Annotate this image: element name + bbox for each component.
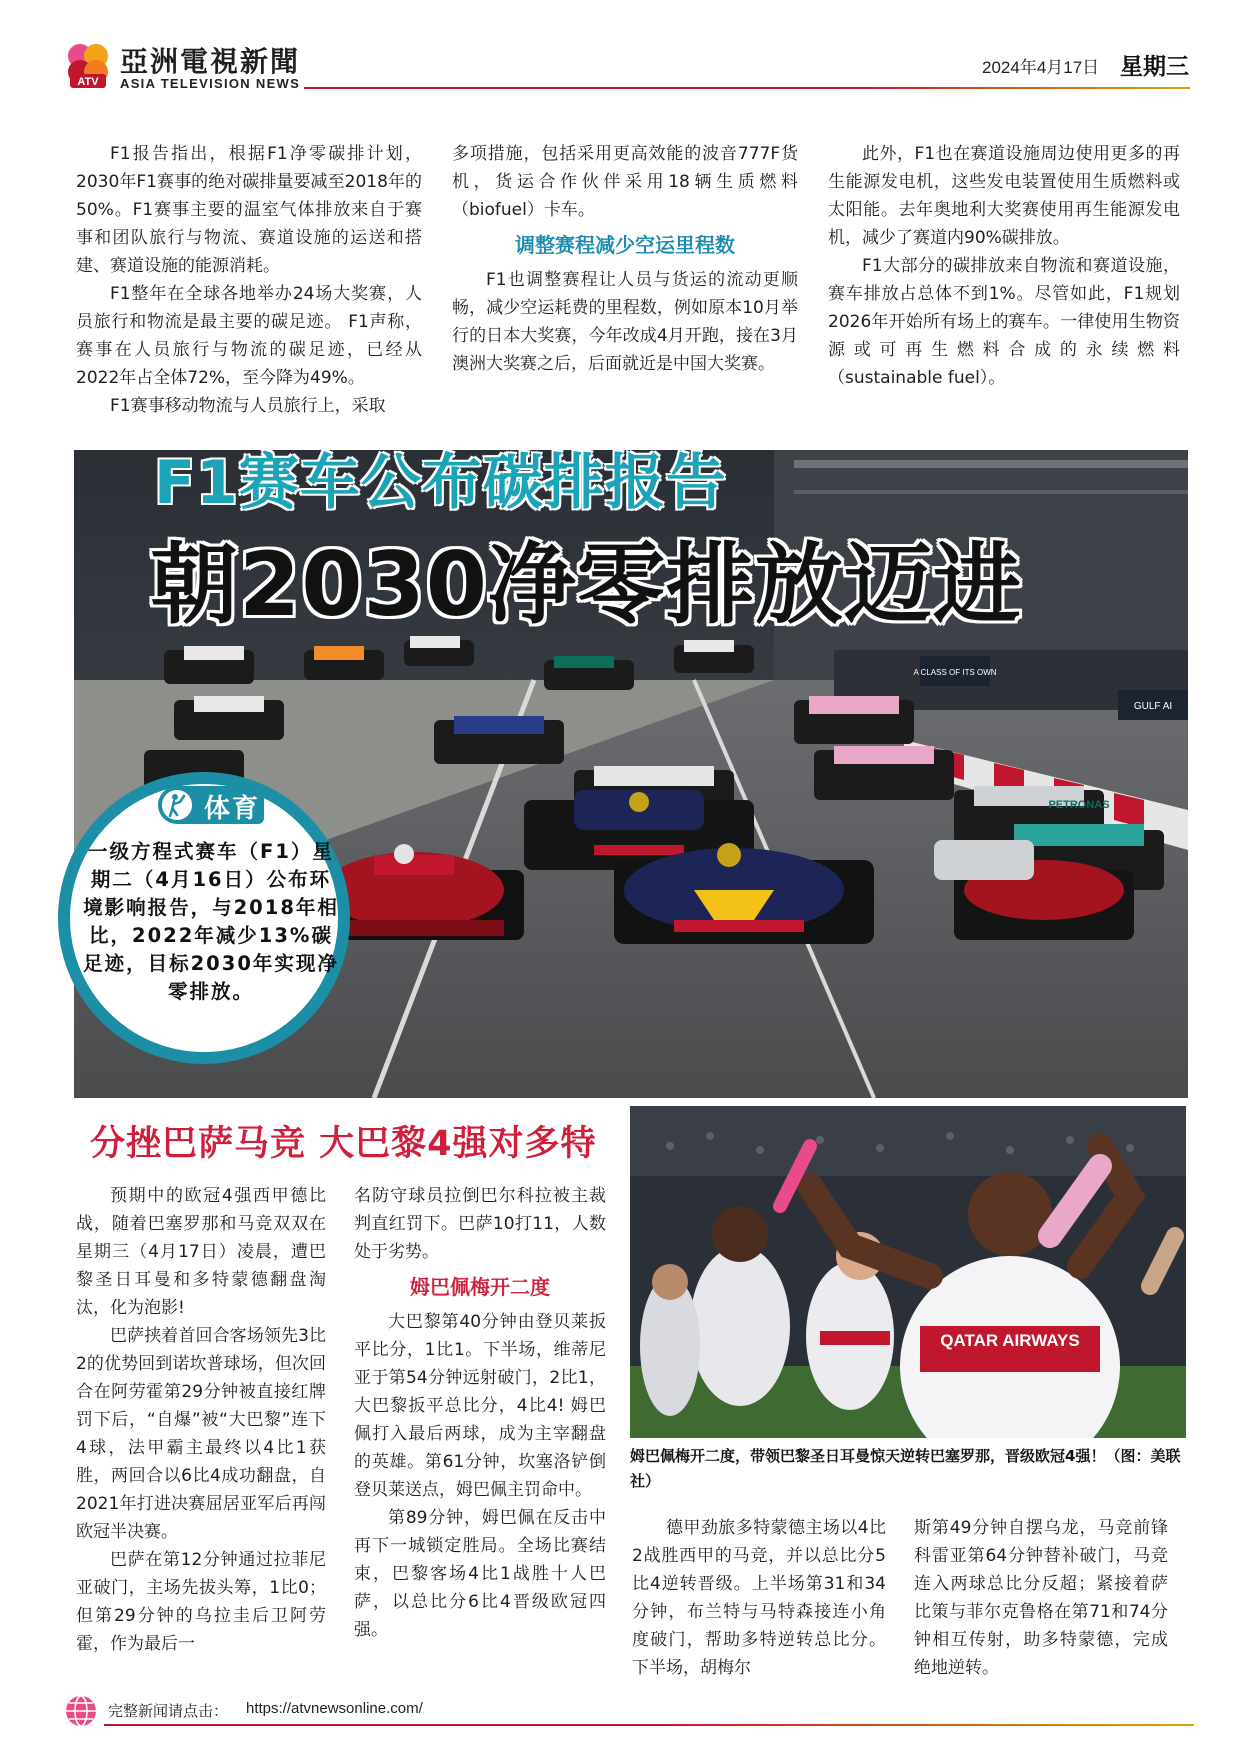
sport-label: 体育 [204,794,261,824]
sport-tag [158,786,264,824]
issue-date: 2024年4月17日 [982,58,1100,77]
paragraph: F1赛事移动物流与人员旅行上，采取 [110,396,386,416]
footer-label: 完整新闻请点击： [108,1702,229,1720]
paragraph: 此外，F1也在赛道设施周边使用更多的再生能源发电机，这些发电装置使用生质燃料或太阳能。去年奥地利大奖赛使用再生能源发电机，减少了赛道内90%碳排放。 [828,144,1180,248]
header-divider [304,87,1190,89]
paragraph: 巴萨挟着首回合客场领先3比2的优势回到诺坎普球场，但次回合在阿劳霍第29分钟被直接红牌罚下后，“自爆”被“大巴黎”连下4球，法甲霸主最终以4比1获胜，两回合以6比4成功翻盘，自2021年打进决赛屈居亚军后再闯欧冠半决赛。 [76,1326,326,1542]
paragraph: 斯第49分钟自摆乌龙，马竞前锋科雷亚第64分钟替补破门，马竞连入两球总比分反超；紧接着萨比策与菲尔克鲁格在第71和74分钟相互传射，助多特蒙德，完成绝地逆转。 [914,1518,1168,1678]
paragraph: 大巴黎第40分钟由登贝莱扳平比分，1比1。下半场，维蒂尼亚于第54分钟远射破门，2比1，大巴黎扳平总比分，4比4! 姆巴佩打入最后两球，成为主宰翻盘的英雄。第61分钟，坎塞洛铲倒登贝莱送点，姆巴佩主罚命中。 [354,1312,606,1500]
atv-logo-icon [66,42,110,90]
football-article-col-4 [914,1514,1168,1682]
footer-link[interactable]: https://atvnewsonline.com/ [246,1700,423,1717]
paragraph: 名防守球员拉倒巴尔科拉被主裁判直红罚下。巴萨10打11，人数处于劣势。 [354,1186,606,1262]
paragraph: F1报告指出，根据F1净零碳排计划，2030年F1赛事的绝对碳排量要减至2018年的50%。F1赛事主要的温室气体排放来自于赛事和团队旅行与物流、赛道设施的运送和搭建、赛道设施的能源消耗。 [76,144,422,276]
mbappe-celebration-photo [630,1106,1186,1438]
f1-article-col-3 [828,140,1180,392]
f1-headline-secondary: 朝2030净零排放迈进 [150,533,1022,636]
photo-sign-text: A CLASS OF ITS OWN [913,668,997,677]
football-headline: 分挫巴萨马竞 大巴黎4强对多特 [90,1124,597,1164]
paragraph: 巴萨在第12分钟通过拉菲尼亚破门，主场先拔头筹，1比0；但第29分钟的乌拉圭后卫阿劳霍，作为最后一 [76,1550,326,1654]
paragraph: 多项措施，包括采用更高效能的波音777F货机，货运合作伙伴采用18辆生质燃料（biofuel）卡车。 [452,144,798,220]
shirt-sponsor-text: QATAR AIRWAYS [940,1331,1080,1350]
f1-summary: 一级方程式赛车（F1）星期二（4月16日）公布环境影响报告，与2018年相比，2022年减少13%碳足迹，目标2030年实现净零排放。 [83,840,339,1003]
brand-name-cn: 亞洲電視新聞 [120,45,301,78]
photo-sign-text: GULF AI [1133,701,1173,712]
paragraph: 预期中的欧冠4强西甲德比战，随着巴塞罗那和马竞双双在星期三（4月17日）凌晨，遭巴黎圣日耳曼和多特蒙德翻盘淘汰，化为泡影! [76,1186,326,1318]
footer-divider [104,1724,1194,1726]
issue-weekday: 星期三 [1120,54,1189,80]
paragraph: 第89分钟，姆巴佩在反击中再下一城锁定胜局。全场比赛结束，巴黎客场4比1战胜十人巴萨，以总比分6比4晋级欧冠四强。 [354,1508,606,1640]
section-subhead: 调整赛程减少空运里程数 [515,233,735,257]
footer [64,1694,1194,1734]
photo-sign-text: PETRONAS [1048,799,1110,811]
logo-text: ATV [77,76,99,88]
paragraph: F1整年在全球各地举办24场大奖赛，人员旅行和物流是最主要的碳足迹。 F1声称，赛事在人员旅行与物流的碳足迹，已经从2022年占全体72%，至今降为49%。 [76,284,422,388]
masthead [66,38,1190,94]
paragraph: F1也调整赛程让人员与货运的流动更顺畅，减少空运耗费的里程数，例如原本10月举行的日本大奖赛，今年改成4月开跑，接在3月澳洲大奖赛之后，后面就近是中国大奖赛。 [452,270,798,374]
football-article-col-3 [632,1514,886,1682]
football-article-col-1 [76,1182,326,1658]
brand-name-en: ASIA TELEVISION NEWS [120,76,301,91]
football-article-col-2 [354,1182,606,1644]
paragraph: F1大部分的碳排放来自物流和赛道设施，赛车排放占总体不到1%。尽管如此，F1规划2026年开始所有场上的赛车。一律使用生物资源或可再生燃料合成的永续燃料（sustainable fuel）。 [828,256,1180,388]
globe-icon [64,1694,98,1728]
f1-article-col-2 [452,140,798,378]
f1-article-col-1 [76,140,422,420]
f1-headline-primary: F1赛车公布碳排报告 [154,448,727,518]
photo-caption: 姆巴佩梅开二度，带领巴黎圣日耳曼惊天逆转巴塞罗那，晋级欧冠4强！（图：美联社） [630,1447,1181,1490]
paragraph: 德甲劲旅多特蒙德主场以4比2战胜西甲的马竞，并以总比分5比4逆转晋级。上半场第31和34分钟，布兰特与马特森接连小角度破门，帮助多特逆转总比分。下半场，胡梅尔 [632,1518,886,1678]
badminton-icon [162,790,192,820]
section-subhead: 姆巴佩梅开二度 [410,1275,550,1299]
